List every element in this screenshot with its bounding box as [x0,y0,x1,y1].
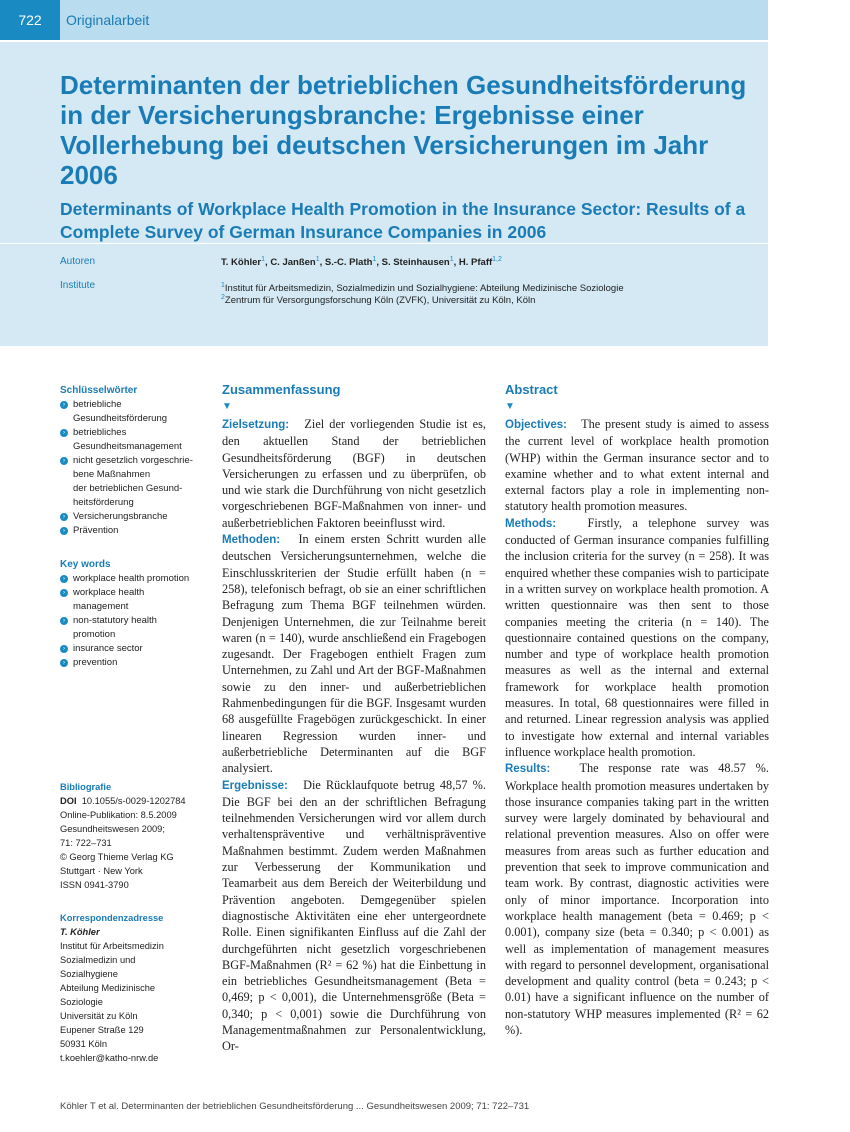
biblio-line: Stuttgart · New York [60,866,143,876]
bullet-icon: › [60,589,68,597]
author: T. Köhler [221,257,262,269]
schluesselwort-item [60,398,210,426]
schluesselwort-text: Versicherungsbranche [73,511,168,522]
biblio-line: Gesundheitswesen 2009; [60,824,165,834]
author-affiliation: 1 [315,256,320,263]
bullet-icon: › [60,513,68,521]
institute-number: 1 [221,282,225,289]
keyword-item [60,572,210,586]
bullet-icon: › [60,659,68,667]
zielsetzung-paragraph [222,416,486,531]
zusammenfassung-heading: Zusammenfassung [222,382,341,397]
triangle-icon: ▼ [222,401,232,412]
address-line: Sozialmedizin und [60,955,136,965]
keyword-text: workplace health promotion [73,573,190,584]
keyword-text: workplace health management [73,587,145,612]
schluesselwort-text: betriebliche Gesundheitsförderung [73,399,168,424]
ergebnisse-text: Die Rücklaufquote betrug 48,57 %. Die BGF bei den an der schriftlichen Befragung teilnehmenden Versicherungen wird vor allem durch verhaltenspräventive und verhältnispräventive Maßnahmen bestimmt. Zudem werden Maßnahmen zur Verbesserung der Kommunikation und Teamarbeit aus dem Bereich der Weiterbildung und Prävention angeboten. Demgegenüber spielen diagnostische Aktivitäten eine eher untergeordnete Rolle. Einen signifikanten Einfluss auf die Zahl der durchgeführten nicht gesetzlich vorgeschriebenen BGF-Maßnahmen (R² = 62 %) hat die Einbettung in ein betriebliches Gesundheitsmanagement (Beta = 0,469; p < 0,001), die Unternehmensgröße (Beta = 0,340; p < 0,001) sowie die Durchführung von Managementmaßnahmen zur Personalentwicklung, Or- [222,777,486,1054]
biblio-line: © Georg Thieme Verlag KG [60,852,174,862]
institute-number: 2 [221,294,225,301]
schluesselwoerter-heading: Schlüsselwörter [60,385,138,396]
keyword-item [60,656,210,670]
page-number: 722 [0,0,60,40]
schluesselwort-text: Prävention [73,525,119,536]
korrespondenz-name: T. Köhler [60,927,100,937]
author: S. Steinhausen [381,257,450,269]
title-german: Determinanten der betrieblichen Gesundheitsförderung in der Versicherungsbranche: Ergebnisse einer Vollerhebung bei deutschen Versicherungen im Jahr 2006 [60,70,747,190]
abstract-column [505,382,769,1038]
keyword-item [60,586,210,614]
bibliografie-heading: Bibliografie [60,782,112,792]
keyword-text: non-statutory health promotion [73,615,157,640]
korrespondenz-block [60,911,210,1065]
keywords-heading: Key words [60,559,111,570]
address-line: Eupener Straße 129 [60,1025,144,1035]
keyword-item [60,642,210,656]
methods-text: Firstly, a telephone survey was conducted of German insurance companies fulfilling the inclusion criteria for the survey (n = 258). It was enquired whether these companies wish to participate in a written survey on workplace health promotion. A written questionnaire was then sent to those companies meeting the criteria (n = 140). The questionnaire contained questions on the company, number and type of workplace health promotion measures as well as the internal and external framework for workplace health promotion measures. In total, 68 questionnaires were filled in and returned. Linear regression analysis was applied to investigate how external and internal variables influence workplace health promotion. [505,515,769,759]
institute-2 [221,292,535,307]
keywords-en-block [60,558,210,670]
author-affiliation: 1 [449,256,454,263]
zusammenfassung-column [222,382,486,1055]
results-text: The response rate was 48.57 %. Workplace health promotion measures undertaken by those insurance companies taking part in the written survey were largely dominated by behavioural and relational prevention measures. Also on offer were measures from areas such as further education and prevention that seek to improve communication and team work. By contrast, diagnostic activities were only of minor importance. Incorporation into workplace health management (beta = 0.469; p < 0.001), company size (beta = 0.340; p < 0.001) as well as implementation of management measures with regard to personnel development, organisational development and quality control (beta = 0.243; p < 0.01) have a significant influence on the number of non-statutory WHP measures implemented (R² = 62 %). [505,761,769,1037]
author: H. Pfaff [458,257,493,269]
methods-paragraph [505,515,769,760]
bullet-icon: › [60,401,68,409]
zielsetzung-label: Zielsetzung: [222,419,290,431]
bullet-icon: › [60,457,68,465]
results-paragraph [505,760,769,1038]
methoden-label: Methoden: [222,534,281,547]
author: S.-C. Plath [324,257,373,269]
triangle-icon: ▼ [505,401,515,412]
schluesselwort-text: nicht gesetzlich vorgeschrie- bene Maßnahmen der betrieblichen Gesund- heitsförderung [73,455,193,508]
bullet-icon: › [60,429,68,437]
authors-label: Autoren [60,256,96,267]
address-line: Institut für Arbeitsmedizin [60,941,164,951]
email-link[interactable]: t.koehler@katho-nrw.de [60,1053,159,1063]
keywords-de-block [60,384,210,538]
keyword-text: insurance sector [73,643,143,654]
title-english: Determinants of Workplace Health Promotion in the Insurance Sector: Results of a Complete Survey of German Insurance Companies in 2006 [60,199,746,242]
biblio-line: Online-Publikation: 8.5.2009 [60,810,177,820]
footer-citation: Köhler T et al. Determinanten der betrieblichen Gesundheitsförderung ... Gesundheitswesen 2009; 71: 722–731 [60,1101,530,1112]
author-affiliation: 1,2 [492,256,502,263]
bullet-icon: › [60,575,68,583]
methoden-paragraph [222,531,486,776]
address-line: Universität zu Köln [60,1011,138,1021]
schluesselwort-item [60,426,210,454]
doi-label: DOI [60,796,77,806]
schluesselwort-item [60,524,210,538]
bullet-icon: › [60,527,68,535]
address-line: 50931 Köln [60,1039,108,1049]
schluesselwort-item [60,454,210,510]
schluesselwort-text: betriebliches Gesundheitsmanagement [73,427,182,452]
abstract-heading: Abstract [505,382,558,397]
author-affiliation: 1 [372,256,377,263]
objectives-label: Objectives: [505,419,567,431]
schluesselwort-item [60,510,210,524]
ergebnisse-paragraph [222,777,486,1055]
author-affiliation: 1 [261,256,266,263]
institute-text: Institut für Arbeitsmedizin, Sozialmedizin und Sozialhygiene: Abteilung Medizinische Soziologie [224,283,624,295]
bibliografie-block [60,780,210,892]
institutes-label: Institute [60,280,96,291]
address-line: Abteilung Medizinische [60,983,156,993]
objectives-text: The present study is aimed to assess the current level of workplace health promotion (WHP) within the German insurance sector and to examine whether and to what extent internal and external factors play a role in implementing non-statutory health promotion measures. [505,417,769,514]
methods-label: Methods: [505,517,557,530]
zielsetzung-text: Ziel der vorliegenden Studie ist es, den aktuellen Stand der betrieblichen Gesundheitsförderung (BGF) in deutschen Versicherungen zu erfassen und zu überprüfen, ob und wie stark die Durchführung von nicht gesetzlich vorgeschriebenen BGF-Maßnahmen von inner- und außerbetrieblichen Faktoren beeinflusst wird. [222,417,486,530]
objectives-paragraph [505,416,769,515]
korrespondenz-heading: Korrespondenzadresse [60,913,164,923]
biblio-line: 71: 722–731 [60,838,112,848]
results-label: Results: [505,763,551,776]
bullet-icon: › [60,617,68,625]
methoden-text: In einem ersten Schritt wurden alle deutschen Versicherungsunternehmen, welche die Einschlusskriterien der Studie erfüllt haben (n = 258), telefonisch befragt, ob sie an einer schriftlichen Befragung zum Thema BGF teilnehmen würden. Denjenigen Unternehmen, die zur Teilnahme bereit waren (n = 140), wurde anschließend ein Fragebogen zugesandt. Der Fragebogen enthielt Fragen zum Unternehmen, zu Zahl und Art der BGF-Maßnahmen sowie zu den inner- und außerbetrieblichen Rahmenbedingungen für die BGF. Insgesamt wurden 68 ausgefüllte Fragebögen zurückgeschickt. In einer linearen Regression wurden inner- und außerbetriebliche Determinanten auf die BGF analysiert. [222,532,486,776]
author-list: T. Köhler$^1$, C. Janßen$^1$, S.-C. Plath$^1$, S. Steinhausen$^1$, H. Pfaff$^{1,2}$ [221,256,502,269]
keyword-text: prevention [73,657,118,668]
ergebnisse-label: Ergebnisse: [222,779,288,792]
header-divider [0,243,768,244]
doi-value[interactable]: 10.1055/s-0029-1202784 [81,796,186,806]
biblio-line: ISSN 0941-3790 [60,880,129,890]
doi-line [60,794,210,808]
keyword-item [60,614,210,642]
address-line: Sozialhygiene [60,969,118,979]
bullet-icon: › [60,645,68,653]
section-label: Originalarbeit [66,12,150,28]
address-line: Soziologie [60,997,103,1007]
author: C. Janßen [270,257,316,269]
institute-text: Zentrum für Versorgungsforschung Köln (ZVFK), Universität zu Köln, Köln [224,295,536,307]
